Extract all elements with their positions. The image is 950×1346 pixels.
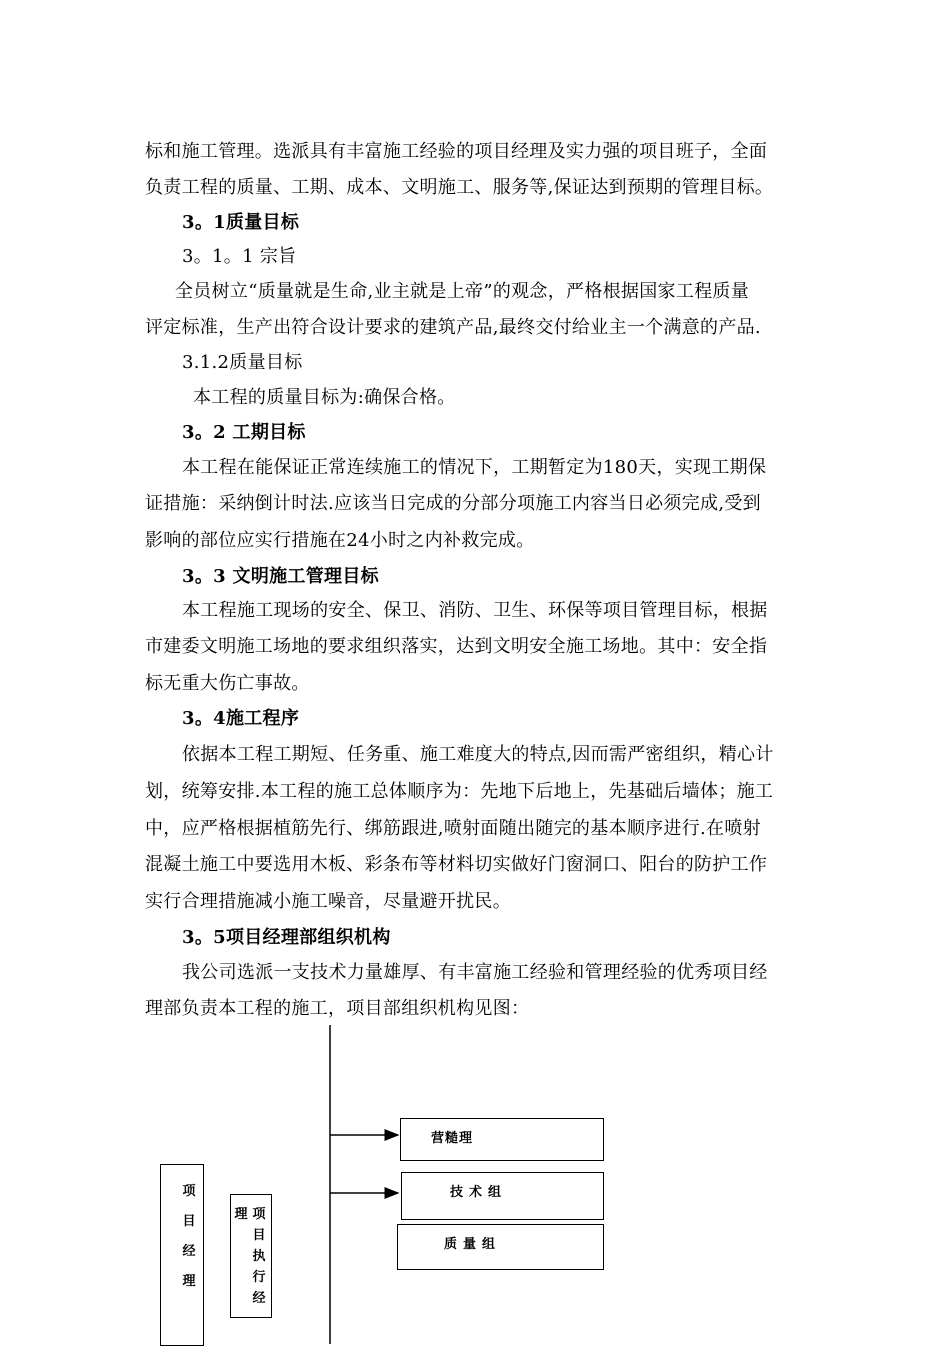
section-heading: 3。4施工程序 bbox=[182, 708, 300, 729]
vertical-char: 经 bbox=[182, 1244, 196, 1259]
paragraph-line: 证措施：采纳倒计时法.应该当日完成的分部分项施工内容当日必须完成,受到 bbox=[145, 493, 761, 514]
section-heading: 3。1质量目标 bbox=[182, 212, 300, 233]
vertical-char: 目 bbox=[252, 1228, 266, 1243]
section-heading: 3。5项目经理部组织机构 bbox=[182, 927, 391, 948]
paragraph-line: 评定标准，生产出符合设计要求的建筑产品,最终交付给业主一个满意的产品. bbox=[145, 317, 761, 338]
vertical-char: 项 bbox=[252, 1207, 266, 1222]
paragraph-line: 实行合理措施减小施工噪音，尽量避开扰民。 bbox=[145, 891, 511, 912]
paragraph-line: 全员树立“质量就是生命,业主就是上帝”的观念，严格根据国家工程质量 bbox=[175, 281, 750, 302]
vertical-char: 经 bbox=[252, 1291, 266, 1306]
vertical-char: 行 bbox=[252, 1270, 266, 1285]
paragraph-line: 依据本工程工期短、任务重、施工难度大的特点,因而需严密组织，精心计 bbox=[182, 744, 774, 765]
subsection-heading: 3.1.2质量目标 bbox=[182, 352, 303, 373]
org-box-quality bbox=[397, 1224, 604, 1270]
org-box-label: 技术组 bbox=[450, 1185, 508, 1200]
section-heading: 3。3 文明施工管理目标 bbox=[182, 566, 379, 587]
paragraph-line: 负责工程的质量、工期、成本、文明施工、服务等,保证达到预期的管理目标。 bbox=[145, 177, 774, 198]
org-box-label: 质量组 bbox=[444, 1237, 502, 1252]
vertical-char: 理 bbox=[234, 1207, 248, 1222]
paragraph-line: 划，统筹安排.本工程的施工总体顺序为：先地下后地上，先基础后墙体；施工 bbox=[145, 781, 774, 802]
paragraph-line: 市建委文明施工场地的要求组织落实，达到文明安全施工场地。其中：安全指 bbox=[145, 636, 768, 657]
org-box-tech bbox=[401, 1172, 604, 1220]
subsection-heading: 3。1。1 宗旨 bbox=[182, 246, 297, 267]
vertical-char: 项 bbox=[182, 1184, 196, 1199]
paragraph-line: 本工程在能保证正常连续施工的情况下，工期暂定为180天，实现工期保 bbox=[182, 457, 767, 478]
paragraph-line: 中，应严格根据植筋先行、绑筋跟进,喷射面随出随完的基本顺序进行.在喷射 bbox=[145, 818, 761, 839]
paragraph-line: 标无重大伤亡事故。 bbox=[145, 673, 310, 694]
vertical-char: 目 bbox=[182, 1214, 196, 1229]
section-heading: 3。2 工期目标 bbox=[182, 422, 306, 443]
paragraph-line: 我公司选派一支技术力量雄厚、有丰富施工经验和管理经验的优秀项目经 bbox=[182, 962, 768, 983]
org-box-project-manager bbox=[160, 1164, 204, 1346]
paragraph-line: 影响的部位应实行措施在24小时之内补救完成。 bbox=[145, 530, 535, 551]
paragraph-line: 标和施工管理。选派具有丰富施工经验的项目经理及实力强的项目班子，全面 bbox=[145, 141, 768, 162]
org-box-label: 营糙理 bbox=[431, 1131, 474, 1146]
paragraph-line: 理部负责本工程的施工，项目部组织机构见图： bbox=[145, 998, 530, 1019]
vertical-char: 理 bbox=[182, 1274, 196, 1289]
paragraph-line: 混凝土施工中要选用木板、彩条布等材料切实做好门窗洞口、阳台的防护工作 bbox=[145, 854, 768, 875]
paragraph-line: 本工程的质量目标为:确保合格。 bbox=[193, 387, 456, 408]
paragraph-line: 本工程施工现场的安全、保卫、消防、卫生、环保等项目管理目标，根据 bbox=[182, 600, 768, 621]
org-box-manager bbox=[400, 1118, 604, 1161]
org-box-executive-manager bbox=[230, 1194, 272, 1318]
vertical-char: 执 bbox=[252, 1249, 266, 1264]
